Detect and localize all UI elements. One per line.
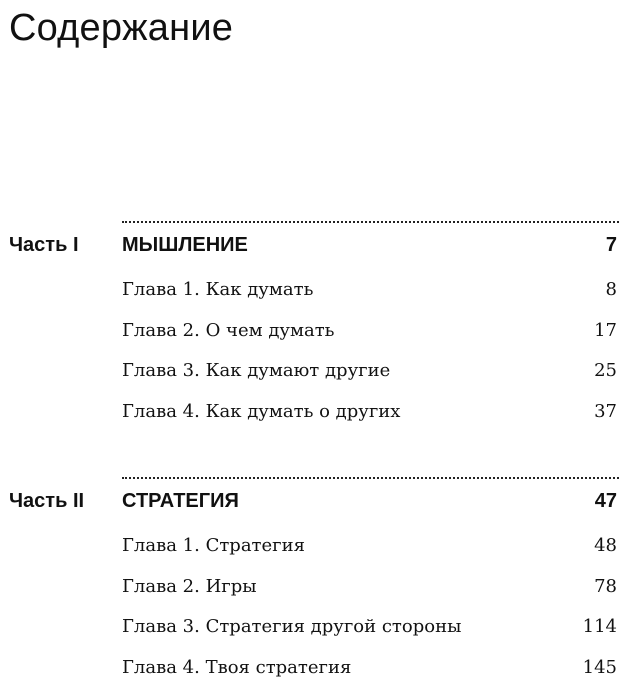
chapter-entry	[0, 656, 629, 696]
chapter-list	[0, 278, 629, 440]
chapter-page-number: 145	[583, 656, 617, 680]
chapter-title: Глава 1. Как думать	[122, 278, 313, 302]
chapter-entry	[0, 534, 629, 575]
chapter-page-number: 48	[594, 534, 617, 558]
part-page-number: 47	[595, 488, 617, 514]
chapter-page-number: 78	[594, 575, 617, 599]
chapter-title: Глава 2. О чем думать	[122, 319, 334, 343]
chapter-title: Глава 4. Твоя стратегия	[122, 656, 351, 680]
chapter-entry	[0, 615, 629, 656]
chapter-entry	[0, 575, 629, 616]
chapter-list	[0, 534, 629, 696]
dotted-divider	[122, 221, 619, 223]
chapter-title: Глава 2. Игры	[122, 575, 257, 599]
part-name: СТРАТЕГИЯ	[122, 488, 239, 514]
part-name: МЫШЛЕНИЕ	[122, 232, 248, 258]
chapter-page-number: 114	[583, 615, 617, 639]
chapter-title: Глава 3. Как думают другие	[122, 359, 390, 383]
chapter-title: Глава 3. Стратегия другой стороны	[122, 615, 461, 639]
chapter-entry	[0, 359, 629, 400]
part-page-number: 7	[606, 232, 617, 258]
part-label: Часть II	[9, 488, 84, 514]
chapter-page-number: 8	[606, 278, 617, 302]
chapter-title: Глава 4. Как думать о других	[122, 400, 400, 424]
chapter-page-number: 25	[594, 359, 617, 383]
dotted-divider	[122, 477, 619, 479]
chapter-page-number: 17	[594, 319, 617, 343]
page-title: Содержание	[9, 2, 233, 54]
chapter-title: Глава 1. Стратегия	[122, 534, 305, 558]
chapter-entry	[0, 278, 629, 319]
chapter-page-number: 37	[594, 400, 617, 424]
chapter-entry	[0, 319, 629, 360]
part-label: Часть I	[9, 232, 79, 258]
chapter-entry	[0, 400, 629, 441]
